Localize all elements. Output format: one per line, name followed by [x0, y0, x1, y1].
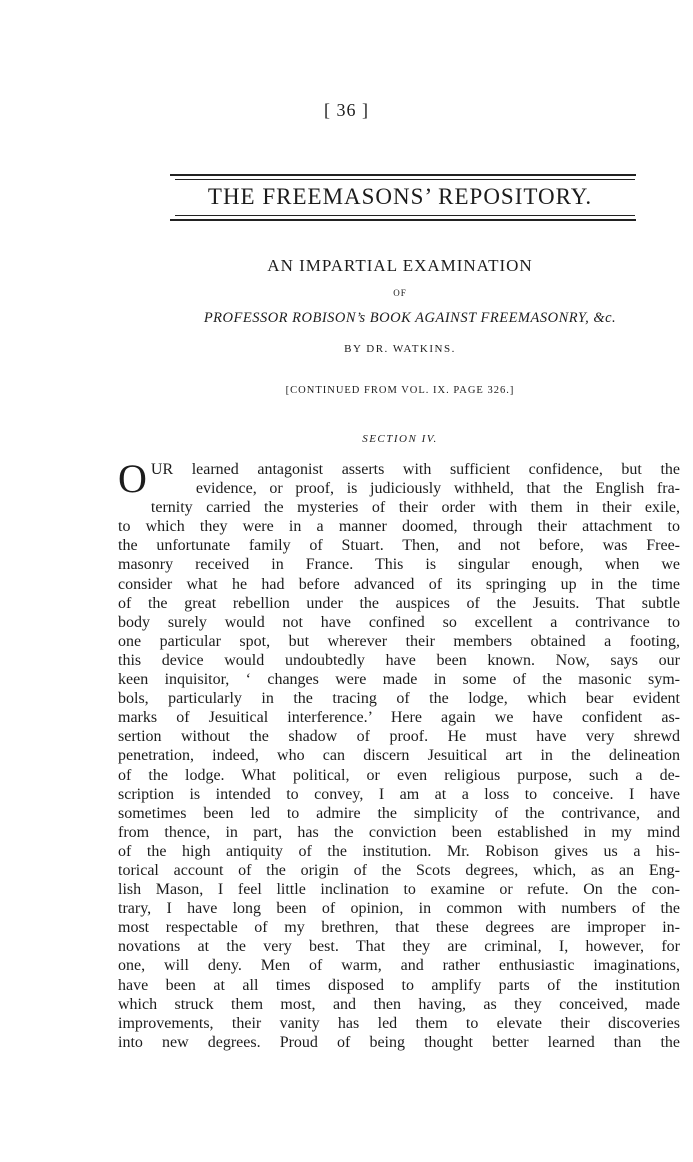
- text-line: evidence, or proof, is judiciously withheld, that the English fra-: [195, 480, 680, 498]
- header-rule-bottom: [170, 219, 636, 221]
- drop-cap: O: [118, 456, 147, 501]
- of-line: OF: [393, 288, 407, 298]
- text-line: bols, particularly in the tracing of the lodge, which bear evident: [118, 690, 680, 708]
- header-rule-top-thin: [175, 179, 635, 180]
- text-line: improvements, their vanity has led them to elevate their discoveries: [118, 1014, 680, 1032]
- text-line: one, will deny. Men of warm, and rather enthusiastic imaginations,: [118, 957, 680, 975]
- page-number: [ 36 ]: [324, 100, 369, 120]
- text-line: UR learned antagonist asserts with sufficient confidence, but the: [150, 461, 680, 478]
- section-heading: THE FREEMASONS’ REPOSITORY.: [207, 184, 593, 209]
- text-line: from thence, in part, has the conviction been established in my mind: [118, 823, 680, 841]
- text-line: sertion without the shadow of proof. He must have very shrewd: [118, 728, 680, 746]
- text-line: most respectable of my brethren, that these degrees are improper in-: [118, 919, 680, 937]
- text-line: into new degrees. Proud of being thought better learned than the: [118, 1033, 680, 1051]
- text-line: lish Mason, I feel little inclination to examine or refute. On the con-: [118, 881, 680, 899]
- text-line: this device would undoubtedly have been known. Now, says our: [118, 651, 680, 669]
- text-line: to which they were in a manner doomed, through their attachment to: [118, 518, 680, 536]
- text-line: sometimes been led to admire the simplicity of the contrivance, and: [118, 804, 680, 822]
- text-line: ternity carried the mysteries of their order with them in their exile,: [150, 499, 680, 517]
- article-title: AN IMPARTIAL EXAMINATION: [267, 256, 533, 275]
- text-line: of the lodge. What political, or even religious purpose, such a de-: [118, 766, 680, 784]
- article-subtitle: PROFESSOR ROBISON’s BOOK AGAINST FREEMASONRY, &c.: [203, 310, 617, 326]
- text-line: masonry received in France. This is singular enough, when we: [118, 556, 680, 574]
- body-text: [118, 456, 680, 1052]
- author-line: BY DR. WATKINS.: [344, 343, 456, 355]
- text-line: scription is intended to convey, I am at a loss to conceive. I have: [118, 785, 680, 803]
- text-line: one particular spot, but wherever their members obtained a footing,: [118, 632, 680, 650]
- text-line: of the great rebellion under the auspices of the Jesuits. That subtle: [118, 594, 680, 612]
- text-line: trary, I have long been of opinion, in common with numbers of the: [118, 900, 680, 918]
- text-line: novations at the very best. That they are criminal, I, however, for: [118, 938, 680, 956]
- text-line: marks of Jesuitical interference.’ Here again we have confident as-: [118, 709, 680, 727]
- text-line: have been at all times disposed to amplify parts of the institution: [118, 976, 680, 994]
- text-line: consider what he had before advanced of its springing up in the time: [118, 575, 680, 593]
- text-line: which struck them most, and then having, as they conceived, made: [118, 995, 680, 1013]
- text-line: penetration, indeed, who can discern Jesuitical art in the delineation: [118, 747, 680, 765]
- header-rule-bottom-thin: [175, 215, 635, 216]
- section-number: SECTION IV.: [362, 433, 438, 445]
- text-line: of the high antiquity of the institution. Mr. Robison gives us a his-: [118, 842, 680, 860]
- text-line: the unfortunate family of Stuart. Then, and not before, was Free-: [118, 537, 680, 555]
- continued-note: [CONTINUED FROM VOL. IX. PAGE 326.]: [285, 385, 515, 396]
- text-line: body surely would not have confined so excellent a contrivance to: [118, 613, 680, 631]
- text-line: keen inquisitor, ‘ changes were made in some of the masonic sym-: [118, 671, 680, 689]
- text-line: torical account of the origin of the Scots degrees, which, as an Eng-: [118, 861, 680, 879]
- header-rule-top: [170, 174, 636, 176]
